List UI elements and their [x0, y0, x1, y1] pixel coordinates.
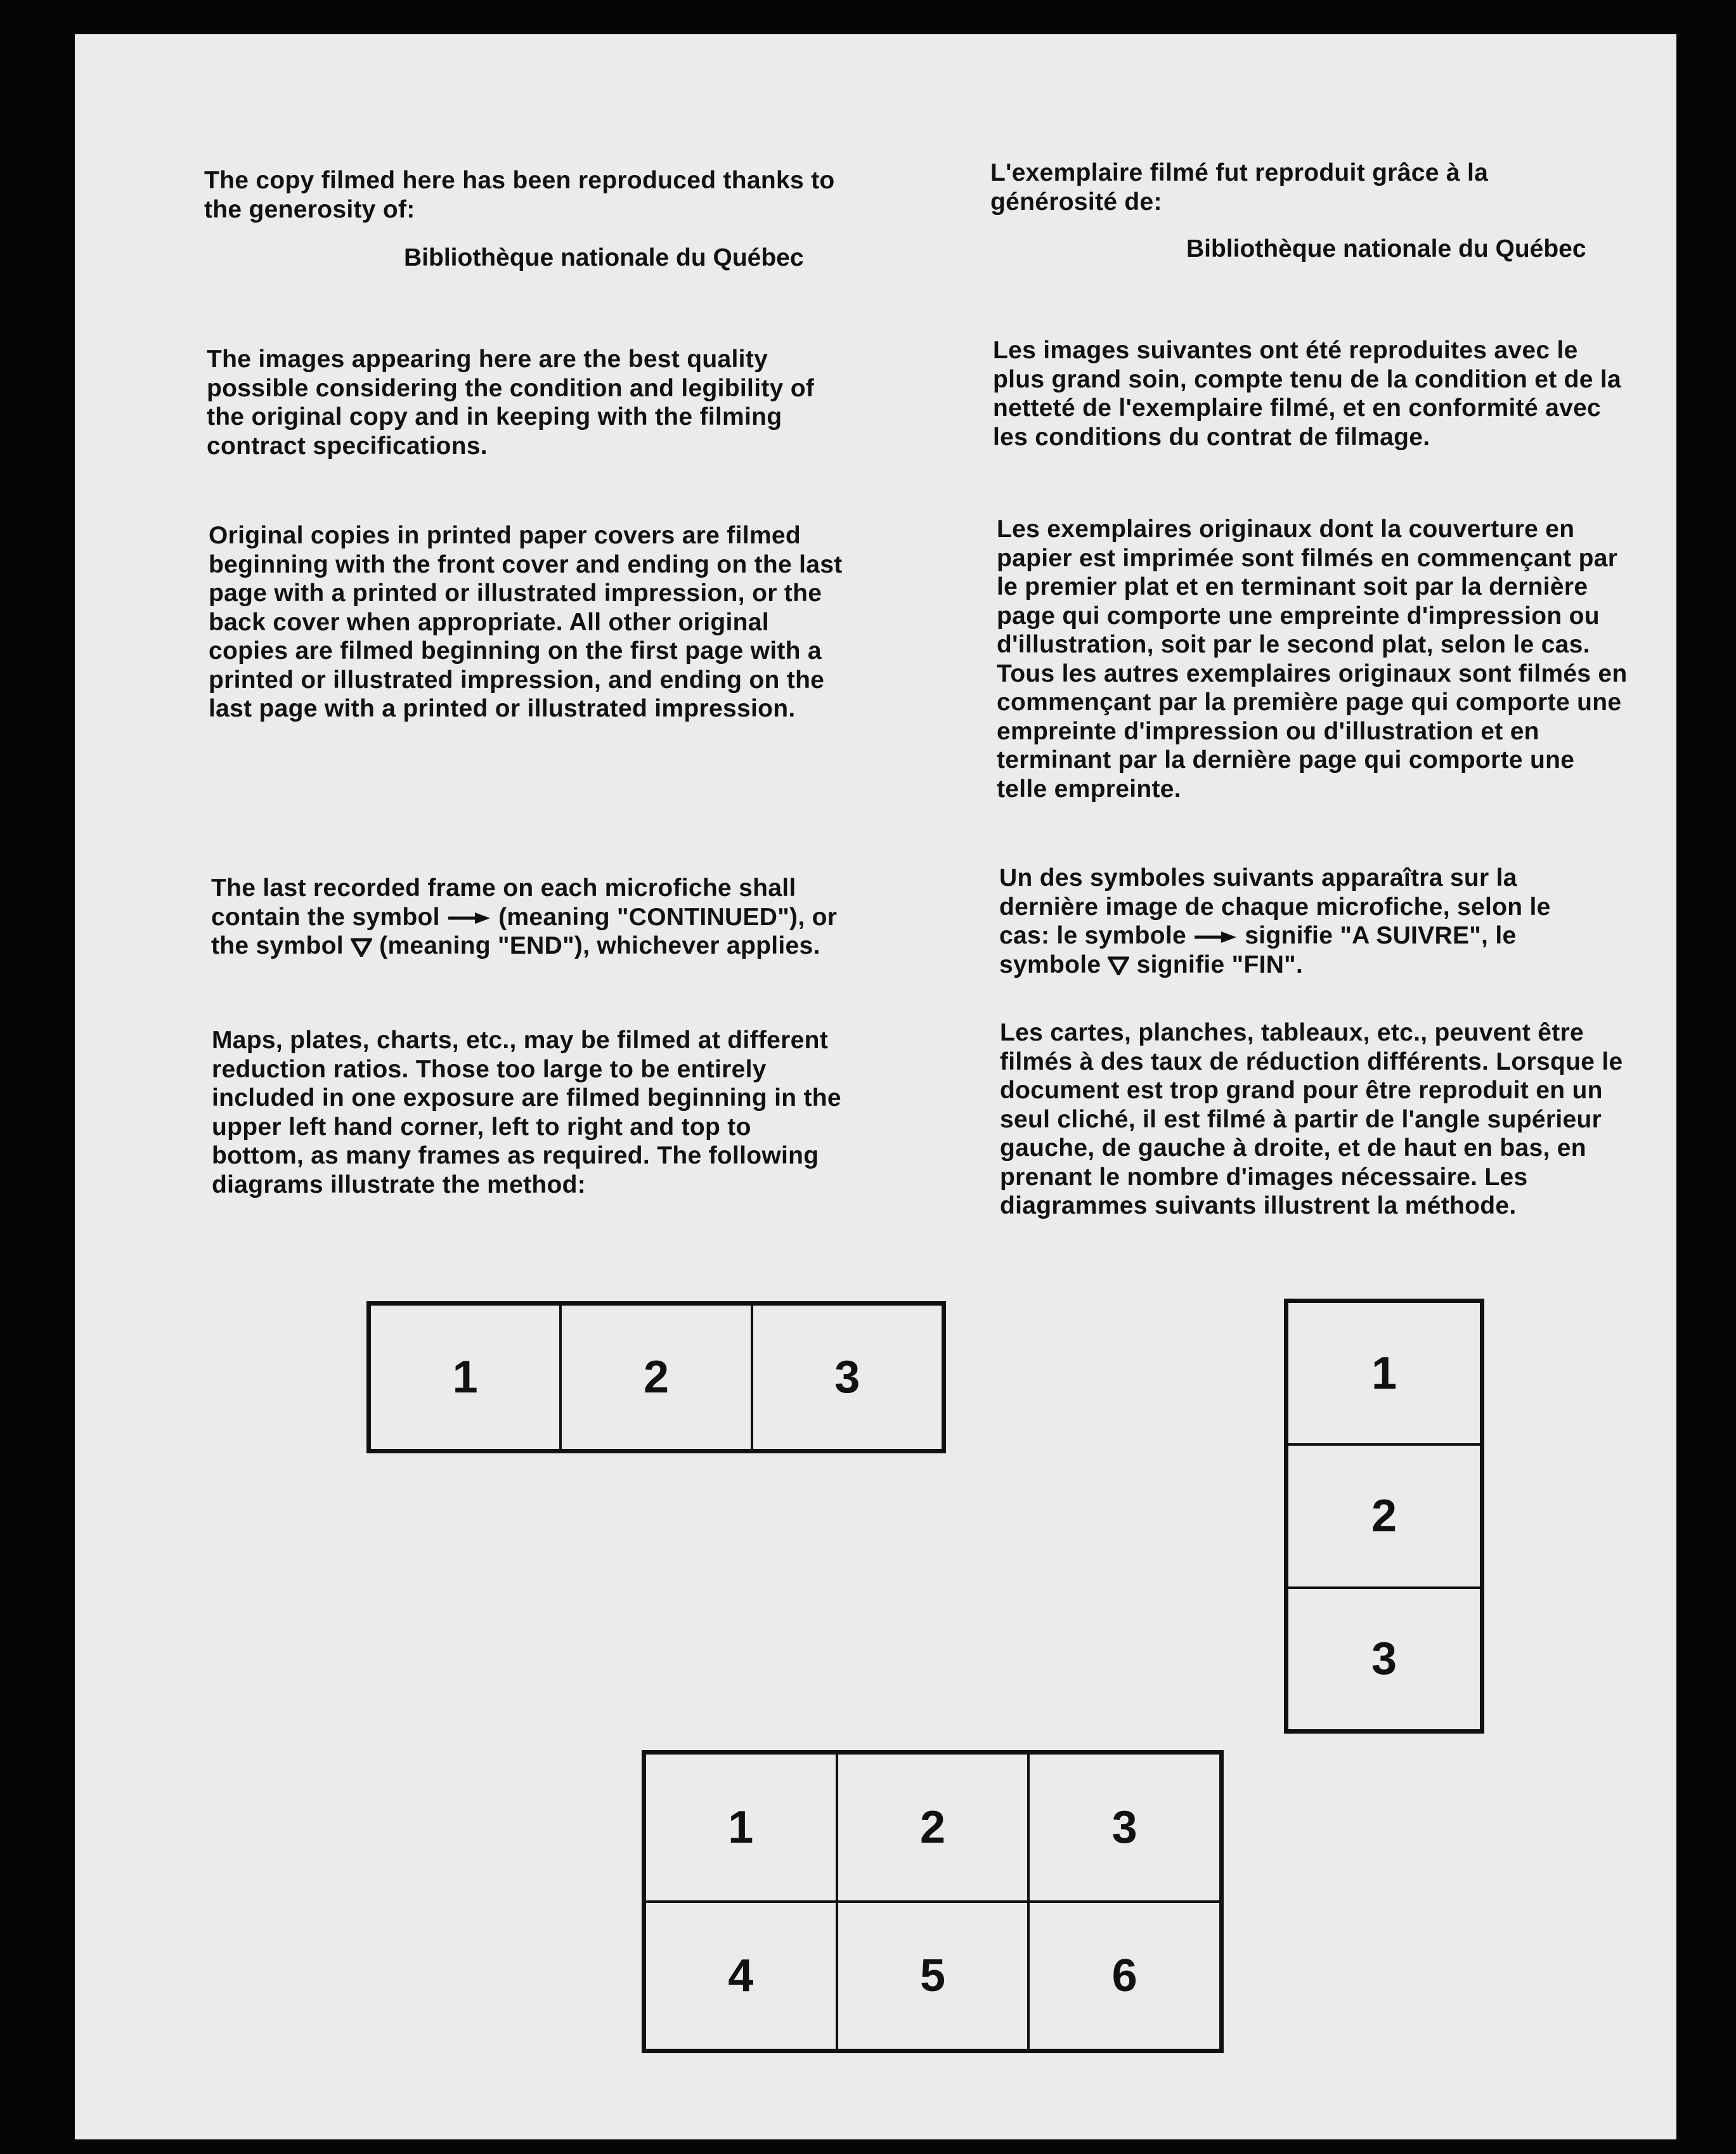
frame-cell: 2 — [560, 1304, 751, 1450]
frame-cell: 1 — [1287, 1302, 1481, 1444]
frame-cell: 1 — [645, 1753, 837, 1902]
symbols-text-fr-b: signifie "A SUIVRE", le symbole — [999, 922, 1517, 978]
thanks-paragraph-fr: L'exemplaire filmé fut reproduit grâce à la générosité de: — [990, 159, 1489, 216]
symbols-text-en-b: (meaning "CONTINUED"), or the symbol — [211, 903, 838, 959]
symbols-text-fr-c: signifie "FIN". — [1136, 950, 1304, 978]
frame-cell: 2 — [1287, 1444, 1481, 1587]
fin-triangle-icon — [1108, 956, 1129, 975]
symbols-text-fr-a: Un des symboles suivants apparaîtra sur la dernière image de chaque microfiche, selon le cas: le symbole — [999, 864, 1551, 949]
symbols-paragraph-en — [211, 874, 845, 961]
symbols-paragraph-fr — [999, 864, 1608, 979]
a-suivre-arrow-icon — [1193, 931, 1238, 944]
frame-cell: 1 — [370, 1304, 560, 1450]
frame-cell: 3 — [1287, 1588, 1481, 1730]
originals-paragraph-fr: Les exemplaires originaux dont la couverture en papier est imprimée sont filmés en commençant par le premier plat et en terminant soit par la dernière page qui comporte une empreinte d'impression ou d'illustration, soit par le second plat, selon le cas. Tous les autres exemplaires originaux sont filmés en commençant par la première page qui comporte une empreinte d'impression ou d'illustration et en terminant par la dernière page qui comporte une telle empreinte. — [997, 516, 1628, 803]
originals-paragraph-en: Original copies in printed paper covers are filmed beginning with the front cover and ending on the last page with a printed or illustrated impression, or the back cover when appropriate. All other original copies are filmed beginning on the first page with a printed or illustrated impression, and ending on the last page with a printed or illustrated impression. — [209, 522, 843, 722]
library-credit-fr: Bibliothèque nationale du Québec — [1186, 235, 1586, 263]
frame-cell: 3 — [1028, 1753, 1221, 1902]
grid-frame-diagram — [642, 1750, 1224, 2053]
symbols-text-en-a: The last recorded frame on each microfiche shall contain the symbol — [211, 874, 796, 931]
frame-cell: 5 — [837, 1902, 1029, 2050]
quality-paragraph-en: The images appearing here are the best quality possible considering the condition and legibility of the original copy and in keeping with the filming contract specifications. — [207, 346, 815, 460]
thanks-paragraph-en: The copy filmed here has been reproduced thanks to the generosity of: — [204, 167, 835, 223]
horizontal-frame-diagram — [366, 1301, 946, 1453]
end-triangle-icon — [351, 938, 372, 957]
continued-arrow-icon — [447, 912, 491, 925]
frame-cell: 3 — [752, 1304, 943, 1450]
frame-cell: 4 — [645, 1902, 837, 2050]
symbols-text-en-c: (meaning "END"), whichever applies. — [379, 932, 820, 959]
vertical-frame-diagram — [1284, 1299, 1484, 1734]
library-credit-en: Bibliothèque nationale du Québec — [404, 244, 804, 271]
quality-paragraph-fr: Les images suivantes ont été reproduites avec le plus grand soin, compte tenu de la condition et de la netteté de l'exemplaire filmé, et en conformité avec les conditions du contrat de filmage. — [993, 337, 1621, 451]
frame-cell: 6 — [1028, 1902, 1221, 2050]
maps-paragraph-fr: Les cartes, planches, tableaux, etc., peuvent être filmés à des taux de réduction différents. Lorsque le document est trop grand pour être reproduit en un seul cliché, il est filmé à partir de l'angle supérieur gauche, de gauche à droite, et de haut en bas, en prenant le nombre d'images nécessaire. Les diagrammes suivants illustrent la méthode. — [1000, 1019, 1623, 1219]
maps-paragraph-en: Maps, plates, charts, etc., may be filmed at different reduction ratios. Those too large to be entirely included in one exposure are filmed beginning in the upper left hand corner, left to right and top to bottom, as many frames as required. The following diagrams illustrate the method: — [212, 1027, 841, 1198]
frame-cell: 2 — [837, 1753, 1029, 1902]
